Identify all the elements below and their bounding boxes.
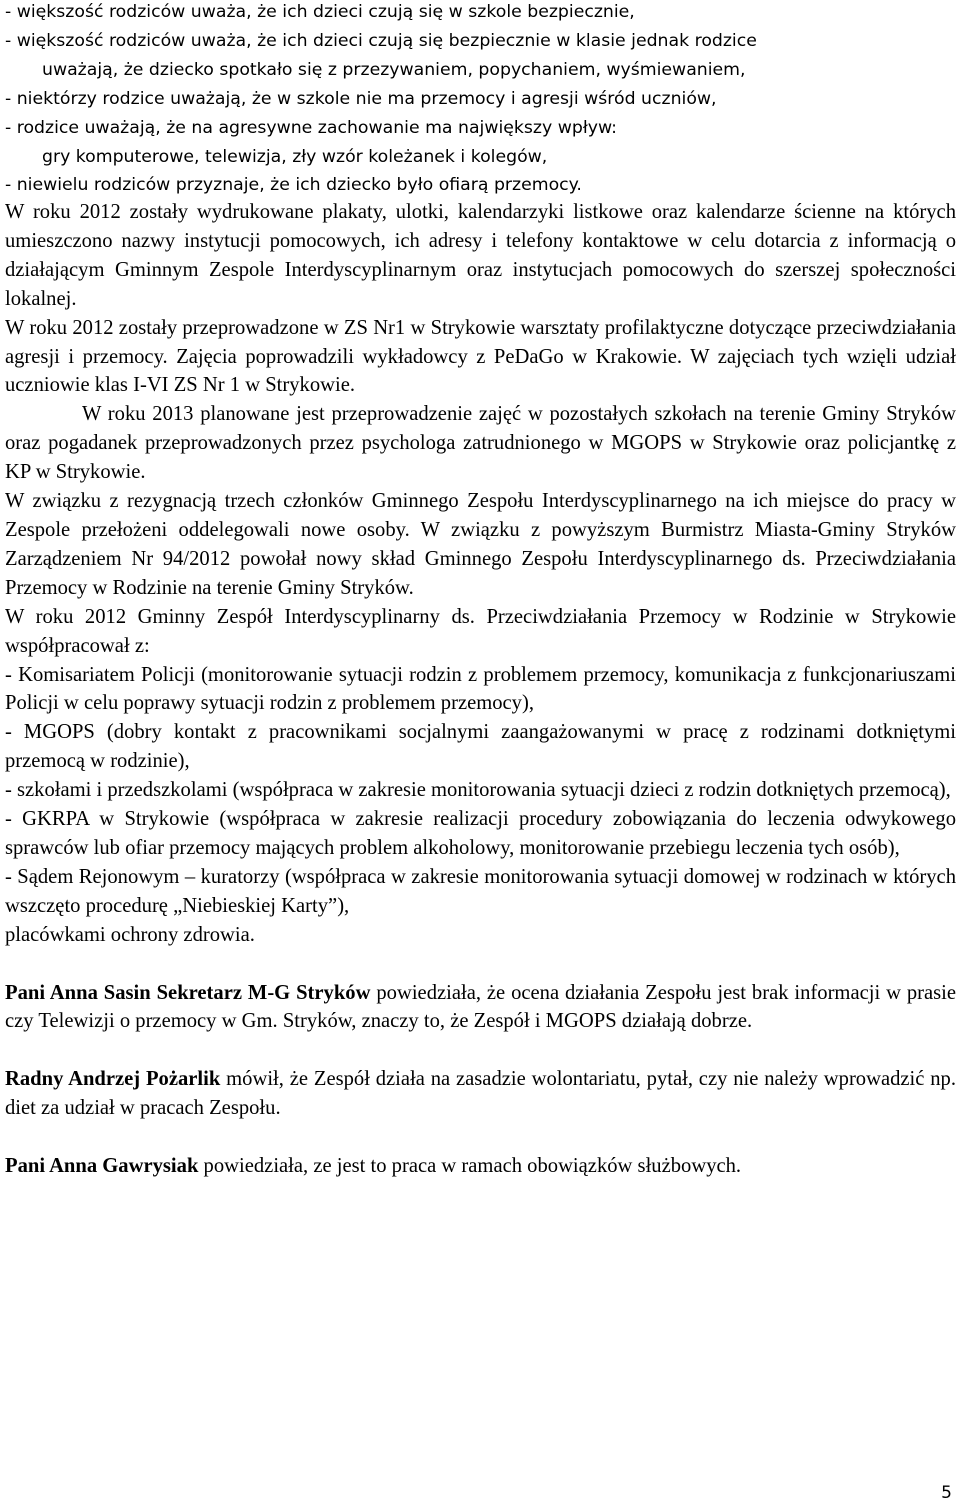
spacer (5, 1036, 956, 1065)
spacer (5, 1123, 956, 1152)
statement-gawrysiak (5, 1152, 956, 1181)
list-item: - większość rodziców uważa, że ich dzieci czują się bezpiecznie w klasie jednak rodzice (5, 30, 757, 51)
paragraph-materials: W roku 2012 zostały wydrukowane plakaty, ulotki, kalendarzyki listkowe oraz kalendarze ścienne na których umieszczono nazwy instytucji pomocowych, ich adresy i telefony kontaktowe w celu dotarcia z informacją o działającym Gminnym Zespole Interdyscyplinarnym oraz instytucjach pomocowych do szerszej społeczności lokalnej. (5, 201, 956, 310)
speaker-name: Pani Anna Sasin Sekretarz M-G Stryków (5, 981, 371, 1004)
statement-text: powiedziała, ze jest to praca w ramach obowiązków służbowych. (198, 1155, 742, 1178)
cooperation-item-gkrpa: - GKRPA w Strykowie (współpraca w zakresie realizacji procedury zobowiązania do leczenia odwykowego sprawców lub ofiar przemocy mających problem alkoholowy, monitorowanie przebiegu leczenia tych osób), (5, 808, 956, 859)
paragraph-workshops: W roku 2012 zostały przeprowadzone w ZS Nr1 w Strykowie warsztaty profilaktyczne dotyczące przeciwdziałania agresji i przemocy. Zajęcia poprowadzili wykładowcy z PeDaGo w Krakowie. W zajęciach tych wzięli udział uczniowie klas I-VI ZS Nr 1 w Strykowie. (5, 316, 956, 397)
cooperation-item-health: placówkami ochrony zdrowia. (5, 923, 255, 946)
statement-text: mówił, że Zespół działa na zasadzie wolontariatu, pytał, czy nie należy wprowadzić np. diet za udział w pracach Zespołu. (5, 1068, 956, 1120)
list-item: - niektórzy rodzice uważają, że w szkole nie ma przemocy i agresji wśród uczniów, (5, 88, 717, 109)
list-item-continuation: gry komputerowe, telewizja, zły wzór koleżanek i kolegów, (42, 146, 548, 167)
opinion-list (5, 0, 956, 200)
paragraph-cooperation-intro: W roku 2012 Gminny Zespół Interdyscyplinarny ds. Przeciwdziałania Przemocy w Rodzinie w Strykowie współpracował z: (5, 605, 956, 657)
paragraph-team-changes: W związku z rezygnacją trzech członków Gminnego Zespołu Interdyscyplinarnego na ich miejsce do pracy w Zespole przełożeni oddelegowali nowe osoby. W związku z powyższym Burmistrz Miasta-Gminy Stryków Zarządzeniem Nr 94/2012 powołał nowy skład Gminnego Zespołu Interdyscyplinarnego ds. Przeciwdziałania Przemocy w Rodzinie na terenie Gminy Stryków. (5, 490, 956, 599)
list-item: - niewielu rodziców przyznaje, że ich dziecko było ofiarą przemocy. (5, 175, 582, 196)
spacer (5, 950, 956, 979)
cooperation-item-schools: - szkołami i przedszkolami (współpraca w zakresie monitorowania sytuacji dzieci z rodzin dotkniętych przemocą), (5, 779, 951, 802)
cooperation-item-police: - Komisariatem Policji (monitorowanie sytuacji rodzin z problemem przemocy, komunikacja z funkcjonariuszami Policji w celu poprawy sytuacji rodzin z problemem przemocy), (5, 663, 956, 715)
page-number: 5 (941, 1483, 952, 1503)
statement-pozarlik (5, 1065, 956, 1123)
list-item: - rodzice uważają, że na agresywne zachowanie ma największy wpływ: (5, 117, 617, 138)
statement-text: powiedziała, że ocena działania Zespołu jest brak informacji w prasie czy Telewizji o przemocy w Gm. Stryków, znaczy to, że Zespół i MGOPS działają dobrze. (5, 981, 956, 1033)
list-item-continuation: uważają, że dziecko spotkało się z przezywaniem, popychaniem, wyśmiewaniem, (42, 59, 746, 80)
cooperation-item-mgops: - MGOPS (dobry kontakt z pracownikami socjalnymi zaangażowanymi w pracę z rodzinami dotkniętymi przemocą w rodzinie), (5, 721, 956, 773)
paragraph-plans-2013: W roku 2013 planowane jest przeprowadzenie zajęć w pozostałych szkołach na terenie Gminy Stryków oraz pogadanek przeprowadzonych przez psychologa zatrudnionego w MGOPS w Strykowie oraz policjantkę z KP w Strykowie. (5, 403, 956, 484)
speaker-name: Pani Anna Gawrysiak (5, 1155, 199, 1178)
report-body (5, 198, 956, 1181)
cooperation-item-court: - Sądem Rejonowym – kuratorzy (współpraca w zakresie monitorowania sytuacji domowej w rodzinach w których wszczęto procedurę „Niebieskiej Karty”), (5, 865, 956, 917)
list-item: - większość rodziców uważa, że ich dzieci czują się w szkole bezpiecznie, (5, 2, 635, 22)
speaker-name: Radny Andrzej Pożarlik (5, 1068, 221, 1091)
statement-sasin (5, 979, 956, 1037)
